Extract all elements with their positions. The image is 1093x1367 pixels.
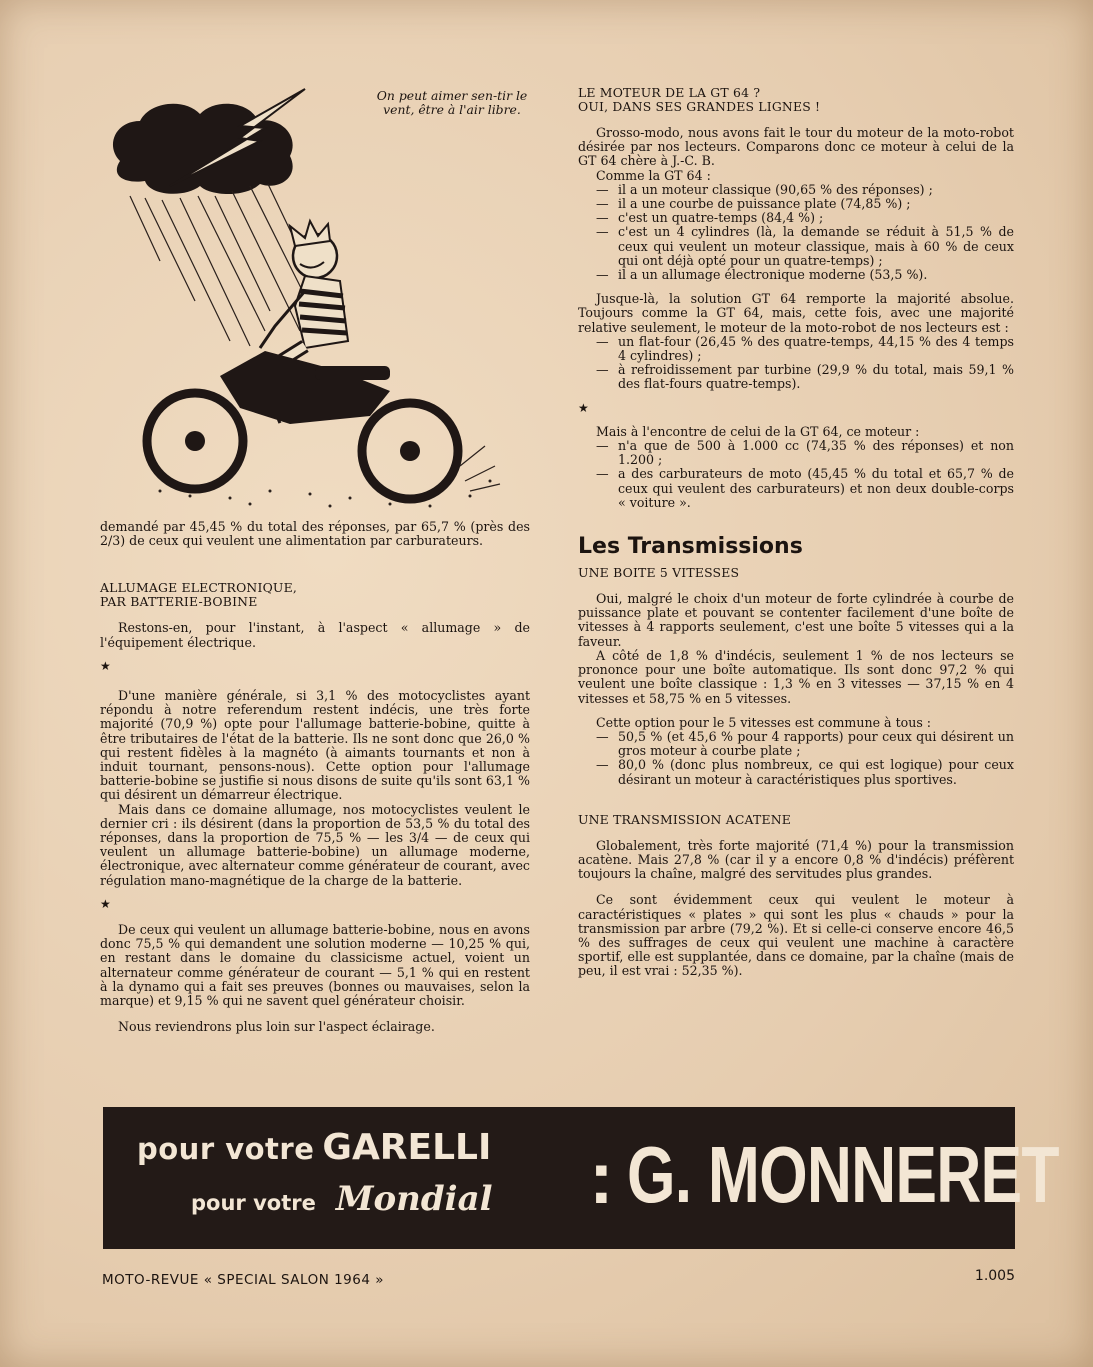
motorcyclist-illustration	[100, 86, 520, 516]
ad-prefix: pour votre	[191, 1191, 316, 1215]
ad-brand-mondial: Mondial	[335, 1179, 493, 1219]
advertisement-banner	[103, 1107, 1059, 1249]
list-item: — a des carburateurs de moto (45,45 % du total et 65,7 % de ceux qui veulent des carburateurs) et non deux double-corps « voiture ».	[596, 467, 1014, 510]
footer-publication: MOTO-REVUE « SPECIAL SALON 1964 »	[102, 1272, 385, 1288]
right-heading-2: OUI, DANS SES GRANDES LIGNES !	[578, 99, 821, 114]
ad-colon: :	[589, 1136, 614, 1219]
right-heading-4: UNE TRANSMISSION ACATENE	[578, 811, 792, 827]
ad-line-mondial	[191, 1179, 493, 1219]
list-item: — c'est un 4 cylindres (là, la demande se réduit à 51,5 % de ceux qui veulent un moteur classique, mais à 60 % de ceux qui ont déjà opté pour un quatre-temps) ;	[596, 225, 1014, 268]
right-heading-3: UNE BOITE 5 VITESSES	[578, 565, 740, 581]
list-item: — n'a que de 500 à 1.000 cc (74,35 % des réponses) et non 1.200 ;	[596, 439, 1014, 467]
star-divider: ★	[578, 400, 589, 415]
left-paragraph-3: Mais dans ce domaine allumage, nos motocyclistes veulent le dernier cri : ils désirent (dans la proportion de 53,5 % du total des réponses, dans la proportion de 75,5 % — les 3/4 — de ceux qui veulent un allumage batterie-bobine) un allumage moderne, électronique, avec alternateur comme générateur de courant, avec régulation mano-magnétique de la charge de la batterie.	[100, 801, 530, 888]
right-paragraph-9: Ce sont évidemment ceux qui veulent le moteur à caractéristiques « plates » qui sont les plus « chauds » pour la transmission par arbre (79,2 %). Et si celle-ci conserve encore 46,5 % des suffrages de ceux qui veulent une machine à caractère sportif, elle est supplantée, dans ce domaine, par la chaîne (mais de peu, il est vrai : 52,35 %).	[578, 892, 1014, 979]
list-item: — à refroidissement par turbine (29,9 % du total, mais 59,1 % des flat-fours quatre-temps).	[596, 363, 1014, 391]
right-heading-1: LE MOTEUR DE LA GT 64 ?	[578, 85, 761, 100]
list-item: — 80,0 % (donc plus nombreux, ce qui est logique) pour ceux désirant un moteur à caractéristiques plus sportives.	[596, 758, 1014, 786]
right-paragraph-6: A côté de 1,8 % d'indécis, seulement 1 % de nos lecteurs se prononce pour une boîte automatique. Ils sont donc 97,2 % qui veulent une boîte classique : 1,3 % en 3 vitesses — 37,15 % en 4 vitesses et 58,75 % en 5 vitesses.	[578, 647, 1014, 706]
left-column	[100, 520, 530, 1034]
left-paragraph-5: Nous reviendrons plus loin sur l'aspect éclairage.	[118, 1019, 435, 1035]
right-paragraph-7: Cette option pour le 5 vitesses est commune à tous :	[596, 714, 932, 730]
left-paragraph-4: De ceux qui veulent un allumage batterie-bobine, nous en avons donc 75,5 % qui demandent une solution moderne — 10,25 % qui, en restant dans le domaine du classicisme actuel, voient un alternateur comme générateur de courant — 5,1 % qui en restent à la dynamo qui a fait ses preuves (bonnes ou mauvaises, selon la marque) et 9,15 % qui ne savent quel générateur choisir.	[100, 922, 530, 1009]
right-paragraph-4: Mais à l'encontre de celui de la GT 64, ce moteur :	[596, 423, 920, 439]
list-item: — c'est un quatre-temps (84,4 %) ;	[596, 211, 1014, 225]
left-heading-2: PAR BATTERIE-BOBINE	[100, 594, 258, 610]
rain-lines	[130, 184, 315, 346]
right-paragraph-5: Oui, malgré le choix d'un moteur de forte cylindrée à courbe de puissance plate et pouvant se contenter facilement d'une boîte de vitesses à 4 rapports seulement, c'est une boîte 5 vitesses qui a la faveur.	[578, 591, 1014, 649]
right-paragraph-2: Comme la GT 64 :	[596, 167, 711, 183]
ad-prefix: pour votre	[137, 1132, 315, 1166]
right-paragraph-3: Jusque-là, la solution GT 64 remporte la majorité absolue. Toujours comme la GT 64, mais, cette fois, avec une majorité relative seulement, le moteur de la moto-robot de nos lecteurs est :	[578, 291, 1014, 335]
star-divider: ★	[100, 896, 111, 911]
section-title: Les Transmissions	[578, 534, 803, 560]
list-item: — 50,5 % (et 45,6 % pour 4 rapports) pour ceux qui désirent un gros moteur à courbe plate ;	[596, 730, 1014, 758]
left-intro: demandé par 45,45 % du total des réponses, par 65,7 % (près des 2/3) de ceux qui veulent une alimentation par carburateurs.	[100, 519, 530, 549]
list-item: — il a un allumage électronique moderne (53,5 %).	[596, 268, 1014, 282]
ad-dealer-name: G. MONNERET	[627, 1130, 1059, 1219]
page-number: 1.005	[974, 1268, 1015, 1284]
list-item: — il a un moteur classique (90,65 % des réponses) ;	[596, 183, 1014, 197]
gt64-list	[578, 183, 1014, 282]
list-item: — un flat-four (26,45 % des quatre-temps, 44,15 % des 4 temps 4 cylindres) ;	[596, 335, 1014, 363]
left-paragraph-1: Restons-en, pour l'instant, à l'aspect « allumage » de l'équipement électrique.	[100, 620, 530, 650]
right-paragraph-8: Globalement, très forte majorité (71,4 %) pour la transmission acatène. Mais 27,8 % (car il y a encore 0,8 % d'indécis) préfèrent toujours la chaîne, malgré des servitudes plus grandes.	[578, 837, 1014, 882]
ad-line-garelli	[137, 1127, 491, 1168]
star-divider: ★	[100, 658, 111, 673]
differences-list	[578, 439, 1014, 510]
right-paragraph-1: Grosso-modo, nous avons fait le tour du moteur de la moto-robot désirée par nos lecteurs. Comparons donc ce moteur à celui de la GT 64 chère à J.-C. B.	[578, 125, 1014, 169]
right-column	[578, 86, 1014, 979]
list-item: — il a une courbe de puissance plate (74,85 %) ;	[596, 197, 1014, 211]
ad-brand-garelli: GARELLI	[322, 1127, 492, 1168]
relative-majority-list	[578, 335, 1014, 392]
left-heading-1: ALLUMAGE ELECTRONIQUE,	[100, 580, 297, 596]
left-paragraph-2: D'une manière générale, si 3,1 % des motocyclistes ayant répondu à notre referendum restent indécis, une très forte majorité (70,9 %) opte pour l'allumage batterie-bobine, quitte à être tributaires de l'état de la batterie. Ils ne sont donc que 26,0 % qui restent fidèles à la magnéto (à aimants tournants et non à induit tournant, pensons-nous). Cette option pour l'allumage batterie-bobine se justifie si nous disons de suite qu'ils sont 63,1 % qui désirent un démarreur électrique.	[100, 688, 530, 803]
five-speed-list	[578, 730, 1014, 787]
illustration-caption: On peut aimer sen-tir le vent, être à l'air libre.	[376, 88, 528, 117]
